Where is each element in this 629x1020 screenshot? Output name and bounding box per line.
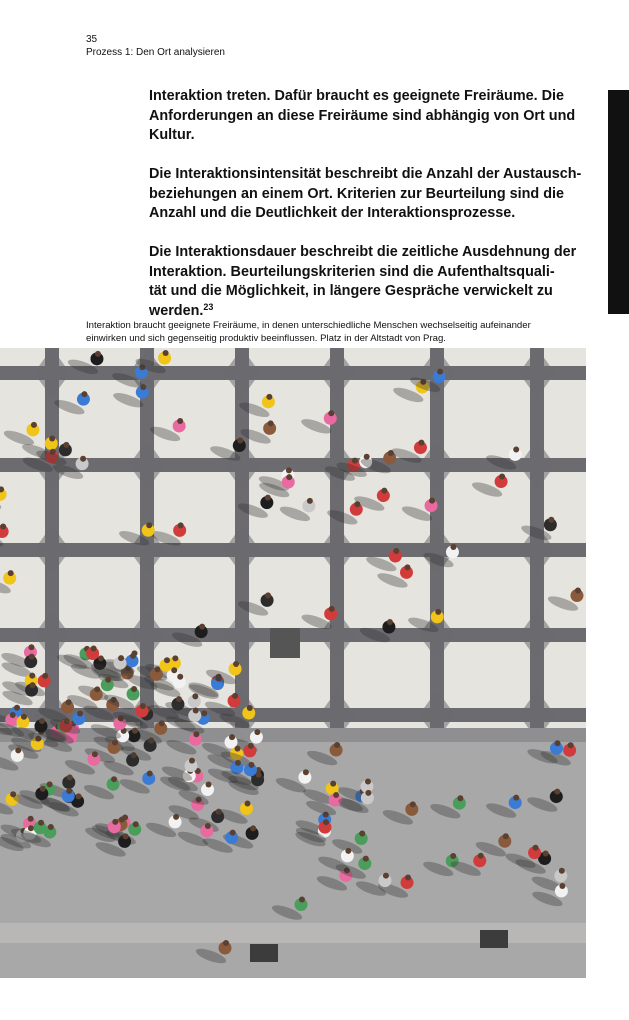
person-head bbox=[328, 410, 334, 416]
person-head bbox=[77, 711, 83, 717]
paragraph-3 bbox=[149, 243, 589, 321]
paragraph-line: Interaktion treten. Dafür braucht es geeignete Freiräume. Die bbox=[149, 88, 565, 104]
person-head bbox=[554, 740, 560, 746]
photo-caption bbox=[86, 320, 586, 345]
person-head bbox=[48, 824, 54, 830]
person-head bbox=[29, 673, 35, 679]
paragraph-line: werden. bbox=[149, 302, 204, 319]
person-head bbox=[201, 710, 207, 716]
person-head bbox=[42, 673, 48, 679]
paragraph-line: beziehungen an einem Ort. Kriterien zur Beurteilung sind die bbox=[149, 185, 564, 202]
person-head bbox=[40, 786, 46, 792]
person-head bbox=[76, 793, 82, 799]
person-head bbox=[177, 674, 183, 680]
paragraph-2 bbox=[149, 165, 589, 224]
running-header bbox=[86, 34, 225, 59]
person-head bbox=[8, 570, 14, 576]
person-head bbox=[250, 825, 256, 831]
plaque bbox=[270, 628, 300, 658]
person-head bbox=[450, 544, 456, 550]
person-head bbox=[105, 677, 111, 683]
person-head bbox=[140, 384, 146, 390]
person-head bbox=[177, 418, 183, 424]
person-head bbox=[268, 420, 274, 426]
person-head bbox=[247, 705, 253, 711]
person-head bbox=[131, 686, 137, 692]
person-head bbox=[154, 666, 160, 672]
person-head bbox=[286, 474, 292, 480]
caption-line: einwirken und sich gegenseitig produktiv beeinflussen. Platz in der Altstadt von Prag. bbox=[86, 332, 446, 344]
person-head bbox=[28, 816, 34, 822]
person-head bbox=[172, 655, 178, 661]
person-head bbox=[323, 819, 329, 825]
person-head bbox=[265, 495, 271, 501]
person-head bbox=[63, 442, 69, 448]
person-head bbox=[98, 655, 104, 661]
person-head bbox=[248, 743, 254, 749]
person-head bbox=[38, 820, 44, 826]
paragraph-line: Kultur. bbox=[149, 127, 195, 143]
person-head bbox=[478, 853, 484, 859]
person-head bbox=[503, 833, 509, 839]
person-head bbox=[513, 446, 519, 452]
person-head bbox=[359, 830, 365, 836]
person-head bbox=[146, 522, 152, 528]
person-head bbox=[387, 619, 393, 625]
person-head bbox=[133, 821, 139, 827]
paragraph-line: Anforderungen an diese Freiräume sind abhängig von Ort und bbox=[149, 107, 576, 124]
person-head bbox=[95, 351, 101, 357]
person-head bbox=[559, 868, 565, 874]
person-head bbox=[575, 588, 581, 594]
person-head bbox=[10, 712, 16, 718]
person-head bbox=[303, 769, 309, 775]
person-head bbox=[30, 682, 36, 688]
person-head bbox=[230, 830, 236, 836]
person-head bbox=[554, 789, 560, 795]
person-head bbox=[223, 940, 229, 946]
person-head bbox=[363, 856, 369, 862]
person-head bbox=[39, 718, 45, 724]
person-head bbox=[429, 498, 435, 504]
person-head bbox=[132, 728, 138, 734]
person-head bbox=[91, 646, 97, 652]
person-head bbox=[266, 394, 272, 400]
person-head bbox=[119, 816, 125, 822]
person-head bbox=[130, 653, 136, 659]
person-head bbox=[334, 742, 340, 748]
person-head bbox=[248, 762, 254, 768]
person-head bbox=[233, 661, 239, 667]
person-head bbox=[568, 742, 574, 748]
person-head bbox=[66, 788, 72, 794]
person-head bbox=[199, 624, 205, 630]
person-head bbox=[352, 458, 358, 464]
person-head bbox=[21, 714, 27, 720]
person-head bbox=[118, 655, 124, 661]
person-head bbox=[112, 819, 118, 825]
person-head bbox=[383, 873, 389, 879]
person-head bbox=[365, 778, 371, 784]
person-head bbox=[307, 498, 313, 504]
person-head bbox=[244, 801, 250, 807]
person-head bbox=[265, 592, 271, 598]
person-head bbox=[404, 564, 410, 570]
person-head bbox=[437, 369, 443, 375]
person-head bbox=[232, 693, 238, 699]
paragraph-line: Die Interaktionsintensität beschreibt die Anzahl der Austausch- bbox=[149, 166, 582, 182]
paragraph-line: Anzahl und die Deutlichkeit der Interaktionsprozesse. bbox=[149, 205, 516, 221]
person-head bbox=[365, 790, 371, 796]
person-head bbox=[330, 781, 336, 787]
person-head bbox=[405, 875, 411, 881]
person-head bbox=[235, 760, 241, 766]
person-head bbox=[286, 467, 292, 473]
person-head bbox=[205, 823, 211, 829]
person-head bbox=[450, 853, 456, 859]
body-text bbox=[149, 87, 589, 321]
person-head bbox=[235, 746, 241, 752]
person-head bbox=[256, 772, 262, 778]
person-head bbox=[92, 751, 98, 757]
person-head bbox=[159, 720, 165, 726]
paragraph-line: tät und die Möglichkeit, in längere Gespräche verwickelt zu bbox=[149, 283, 553, 299]
person-head bbox=[457, 795, 463, 801]
person-head bbox=[329, 606, 335, 612]
person-head bbox=[29, 654, 35, 660]
paragraph-1 bbox=[149, 87, 589, 146]
photo-illustration bbox=[0, 348, 586, 978]
caption-line: Interaktion braucht geeignete Freiräume, in denen unterschiedliche Menschen wechselseitig aufeinander bbox=[86, 320, 531, 331]
person-head bbox=[28, 644, 34, 650]
person-head bbox=[193, 731, 199, 737]
section-title: Prozess 1: Den Ort analysieren bbox=[86, 46, 225, 58]
person-head bbox=[229, 734, 235, 740]
person-head bbox=[499, 474, 505, 480]
person-head bbox=[543, 851, 549, 857]
person-head bbox=[47, 781, 53, 787]
person-head bbox=[189, 758, 195, 764]
person-head bbox=[111, 776, 117, 782]
person-head bbox=[333, 792, 339, 798]
chapter-tab-marker bbox=[608, 90, 629, 314]
cobblestone-border bbox=[0, 728, 586, 742]
person-head bbox=[393, 548, 399, 554]
person-head bbox=[94, 686, 100, 692]
paragraph-line: Die Interaktionsdauer beschreibt die zeitliche Ausdehnung der bbox=[149, 244, 577, 260]
person-head bbox=[410, 801, 416, 807]
person-head bbox=[80, 456, 86, 462]
page-number: 35 bbox=[86, 34, 98, 45]
person-head bbox=[14, 705, 20, 711]
person-head bbox=[435, 609, 441, 615]
person-head bbox=[254, 729, 260, 735]
person-head bbox=[171, 667, 177, 673]
person-head bbox=[418, 440, 424, 446]
person-head bbox=[81, 391, 87, 397]
person-head bbox=[123, 833, 129, 839]
person-head bbox=[140, 703, 146, 709]
person-head bbox=[533, 845, 539, 851]
person-head bbox=[0, 523, 6, 529]
person-head bbox=[147, 770, 153, 776]
person-head bbox=[28, 825, 34, 831]
person-head bbox=[163, 350, 169, 356]
person-head bbox=[67, 774, 73, 780]
person-head bbox=[345, 848, 351, 854]
person-head bbox=[513, 795, 519, 801]
person-head bbox=[381, 488, 387, 494]
person-head bbox=[206, 782, 212, 788]
person-head bbox=[178, 522, 184, 528]
aerial-crowd-photo bbox=[0, 348, 586, 978]
person-head bbox=[49, 435, 55, 441]
person-head bbox=[559, 883, 565, 889]
person-head bbox=[112, 740, 118, 746]
person-head bbox=[299, 897, 305, 903]
drain-grate bbox=[250, 944, 278, 962]
person-head bbox=[15, 747, 21, 753]
person-head bbox=[176, 696, 182, 702]
person-head bbox=[237, 437, 243, 443]
pavement-stripe bbox=[0, 543, 586, 557]
person-head bbox=[31, 422, 37, 428]
drain-grate bbox=[480, 930, 508, 948]
paragraph-line: Interaktion. Beurteilungskriterien sind die Aufenthaltsquali- bbox=[149, 263, 555, 280]
footnote-reference[interactable]: 23 bbox=[203, 301, 214, 312]
person-head bbox=[193, 708, 199, 714]
person-head bbox=[548, 517, 554, 523]
person-head bbox=[164, 657, 170, 663]
